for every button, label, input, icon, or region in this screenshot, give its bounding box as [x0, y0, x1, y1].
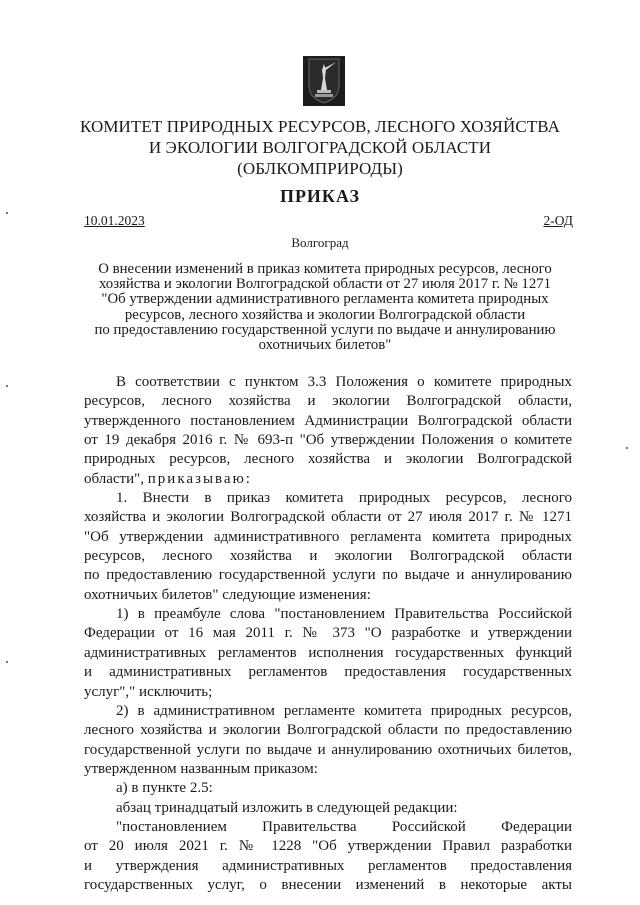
- order-word: приказываю: [147, 470, 246, 487]
- document-body: [84, 373, 572, 895]
- scan-speck: [6, 385, 8, 387]
- org-name-line-2: И ЭКОЛОГИИ ВОЛГОГРАДСКОЙ ОБЛАСТИ: [148, 138, 492, 157]
- scan-speck: [6, 661, 8, 663]
- body-line: от 20 июля 2021 г. № 1228 "Об утверждении Правил разработки: [84, 838, 572, 855]
- body-line: государственных услуг, о внесении изменений в некоторые акты: [84, 876, 572, 893]
- body-line: утвержденном названным приказом:: [84, 760, 318, 777]
- document-number: 2-ОД: [543, 213, 573, 228]
- body-line: 1) в преамбуле слова "постановлением Правительства Российской: [116, 606, 572, 623]
- document-type-title: ПРИКАЗ: [279, 186, 361, 206]
- body-line: а) в пункте 2.5:: [116, 780, 213, 797]
- org-name-line-1: КОМИТЕТ ПРИРОДНЫХ РЕСУРСОВ, ЛЕСНОГО ХОЗЯЙСТВА: [79, 117, 561, 136]
- scan-speck: [626, 447, 628, 449]
- body-line: по предоставлению государственной услуги по выдаче и аннулированию: [84, 567, 572, 584]
- body-line: и административных регламентов предоставления государственных: [84, 664, 572, 681]
- subject-line: хозяйства и экологии Волгоградской области от 27 июля 2017 г. № 1271: [98, 276, 552, 293]
- body-line: "постановлением Правительства Российской Федерации: [116, 818, 572, 835]
- org-short-name: (ОБЛКОМПРИРОДЫ): [237, 159, 403, 178]
- body-line: Федерации от 16 мая 2011 г. № 373 "О разработке и утверждении: [84, 625, 572, 642]
- document-city: Волгоград: [291, 235, 349, 250]
- body-line: от 19 декабря 2016 г. № 693-п "Об утверждении Положения о комитете: [84, 432, 572, 449]
- body-text-fragment: области",: [84, 470, 148, 487]
- subject-line: О внесении изменений в приказ комитета природных ресурсов, лесного: [98, 261, 552, 277]
- body-line: [84, 470, 572, 489]
- body-line: 2) в административном регламенте комитета природных ресурсов,: [116, 702, 572, 719]
- volgograd-emblem-icon: [303, 56, 345, 106]
- document-date: 10.01.2023: [84, 213, 145, 228]
- body-line: утвержденного постановлением Администрации Волгоградской области: [84, 412, 572, 429]
- body-line: 1. Внести в приказ комитета природных ресурсов, лесного: [116, 490, 572, 507]
- body-line: природных ресурсов, лесного хозяйства и экологии Волгоградской: [84, 451, 572, 468]
- body-line: услуг"," исключить;: [84, 683, 213, 700]
- subject-line: "Об утверждении административного регламента комитета природных: [101, 291, 549, 308]
- body-line: лесного хозяйства и экологии Волгоградской области по предоставлению: [84, 722, 572, 739]
- body-line: охотничьих билетов" следующие изменения:: [84, 586, 371, 603]
- body-text-fragment: :: [245, 470, 250, 487]
- subject-line: охотничьих билетов": [258, 337, 392, 354]
- body-line: "Об утверждении административного регламента комитета природных: [84, 528, 572, 545]
- body-line: абзац тринадцатый изложить в следующей редакции:: [116, 799, 458, 816]
- body-line: государственной услуги по выдаче и аннулированию охотничьих билетов,: [84, 741, 572, 758]
- subject-line: по предоставлению государственной услуги по выдаче и аннулированию: [94, 321, 556, 338]
- body-line: и утверждения административных регламентов предоставления: [84, 857, 572, 874]
- document-subject: [80, 262, 570, 353]
- body-line: В соответствии с пунктом 3.3 Положения о комитете природных: [116, 374, 572, 390]
- scan-speck: [6, 212, 8, 214]
- body-line: ресурсов, лесного хозяйства и экологии Волгоградской области,: [84, 393, 572, 410]
- subject-line: ресурсов, лесного хозяйства и экологии Волгоградской области: [124, 306, 526, 323]
- body-line: хозяйства и экологии Волгоградской области от 27 июля 2017 г. № 1271: [84, 509, 572, 526]
- body-line: административных регламентов исполнения государственных функций: [84, 644, 572, 661]
- body-line: ресурсов, лесного хозяйства и экологии Волгоградской области: [84, 548, 572, 565]
